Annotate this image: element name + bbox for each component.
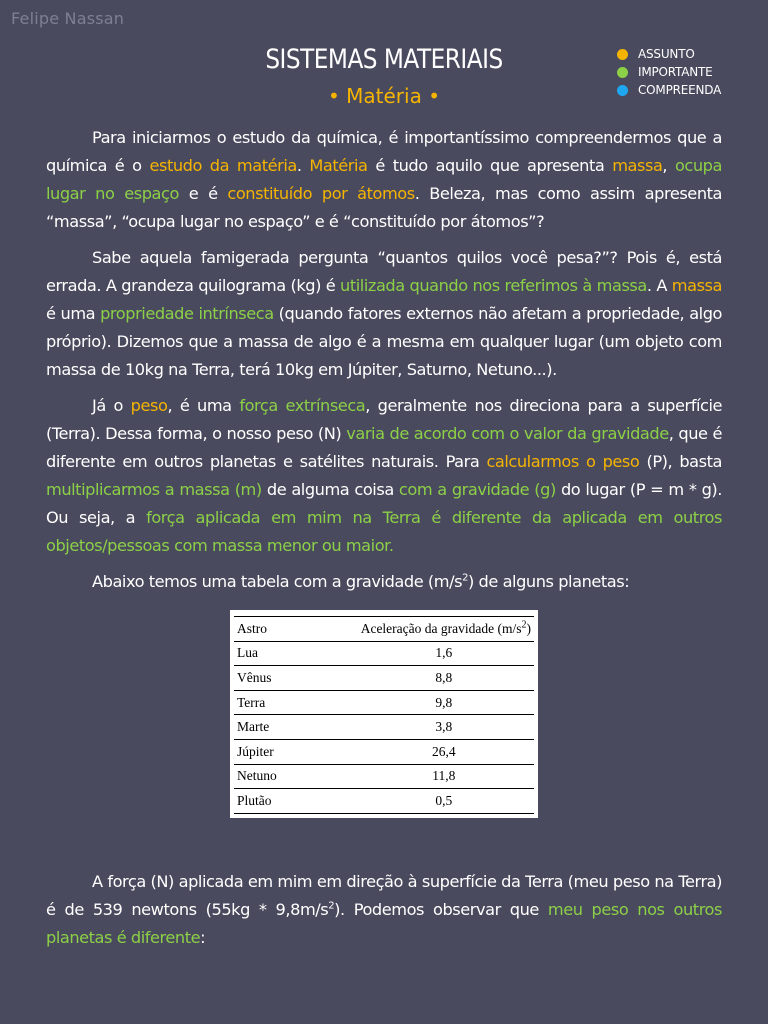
gravity-table: [230, 610, 538, 818]
cell-astro: Marte: [234, 715, 297, 740]
legend-dot-green: [617, 67, 628, 78]
highlight-importante: ocupa lugar no espaço: [46, 156, 722, 203]
legend-dot-blue: [617, 85, 628, 96]
text: é tudo aquilo que apresenta: [367, 156, 613, 175]
text: Sabe aquela famigerada pergunta “quantos quilos você pesa?”? Pois é, está errada. A grandeza quilograma (kg) é: [46, 248, 722, 295]
highlight-importante: meu peso nos outros planetas é diferente: [46, 900, 722, 947]
text: é uma: [46, 304, 101, 323]
text: ) de alguns planetas:: [468, 572, 630, 591]
header-text: ): [526, 620, 531, 636]
table-row: [234, 715, 534, 740]
highlight-importante: utilizada quando nos referimos à massa: [340, 276, 647, 295]
legend-label: IMPORTANTE: [638, 65, 713, 79]
table-row: [234, 739, 534, 764]
cell-astro: Júpiter: [234, 739, 297, 764]
paragraph-4: [46, 568, 722, 596]
cell-astro: Plutão: [234, 789, 297, 814]
text: Para iniciarmos o estudo da química, é importantíssimo compreendermos que a química é o: [46, 128, 722, 175]
cell-astro: Terra: [234, 690, 297, 715]
cell-astro: Netuno: [234, 764, 297, 789]
text: Abaixo temos uma tabela com a gravidade (m/s: [92, 572, 463, 591]
page-title: SISTEMAS MATERIAIS: [265, 44, 503, 75]
text: , que é diferente em outros planetas e satélites naturais. Para: [46, 424, 722, 471]
cell-value: 3,8: [297, 715, 534, 740]
superscript: 2: [521, 619, 527, 631]
text: .: [296, 156, 310, 175]
author-name: Felipe Nassan: [11, 9, 125, 28]
text: , geralmente nos direciona para a superfície (Terra). Dessa forma, o nosso peso (N): [46, 396, 723, 443]
table-header-gravity: [297, 617, 534, 642]
cell-astro: Lua: [234, 641, 297, 666]
highlight-assunto: peso: [130, 396, 168, 415]
paragraph-2: [46, 244, 722, 384]
text: . Beleza, mas como assim apresenta “massa”, “ocupa lugar no espaço” e é “constituído por átomos”?: [46, 184, 722, 231]
table-header-astro: Astro: [234, 617, 297, 642]
legend-dot-yellow: [617, 49, 628, 60]
paragraph-1: [46, 124, 722, 236]
text: Já o: [92, 396, 131, 415]
table-row: [234, 641, 534, 666]
text: (quando fatores externos não afetam a propriedade, algo próprio). Dizemos que a massa de algo é a mesma em qualquer lugar (um objeto com massa de 10kg na Terra, terá 10kg em Júpiter, Saturno, Netuno...).: [46, 304, 722, 379]
cell-value: 11,8: [297, 764, 534, 789]
paragraph-5: [46, 868, 722, 952]
page-subtitle: • Matéria •: [327, 84, 440, 108]
highlight-importante: força aplicada em mim na Terra é diferente da aplicada em outros objetos/pessoas com massa menor ou maior.: [46, 508, 722, 555]
text: do lugar (P = m * g). Ou seja, a: [46, 480, 722, 527]
legend-label: COMPREENDA: [638, 83, 722, 97]
text: . A: [646, 276, 672, 295]
highlight-assunto: massa: [612, 156, 663, 175]
highlight-importante: força extrínseca: [239, 396, 366, 415]
superscript: 2: [462, 572, 468, 584]
highlight-assunto: calcularmos o peso: [486, 452, 640, 471]
cell-value: 1,6: [297, 641, 534, 666]
header-text: Aceleração da gravidade (m/s: [360, 620, 522, 636]
color-legend: [617, 45, 721, 99]
text: , é uma: [167, 396, 240, 415]
legend-item-assunto: [617, 45, 721, 63]
highlight-assunto: constituído por átomos: [227, 184, 415, 203]
text: (P), basta: [639, 452, 722, 471]
table-row: [234, 789, 534, 814]
cell-value: 26,4: [297, 739, 534, 764]
table-row: [234, 666, 534, 691]
legend-item-compreenda: [617, 81, 721, 99]
cell-value: 0,5: [297, 789, 534, 814]
text: e é: [178, 184, 228, 203]
text: de alguma coisa: [261, 480, 399, 499]
text: ,: [662, 156, 675, 175]
paragraph-3: [46, 392, 722, 560]
table-row: [234, 764, 534, 789]
highlight-importante: multiplicarmos a massa (m): [46, 480, 262, 499]
legend-item-importante: [617, 63, 721, 81]
closing-content: [46, 868, 722, 952]
highlight-importante: varia de acordo com o valor da gravidade: [346, 424, 669, 443]
legend-label: ASSUNTO: [638, 47, 695, 61]
highlight-assunto: Matéria: [309, 156, 368, 175]
highlight-importante: propriedade intrínseca: [100, 304, 274, 323]
cell-value: 8,8: [297, 666, 534, 691]
text: A força (N) aplicada em mim em direção à superfície da Terra (meu peso na Terra) é de 539 newtons (55kg * 9,8m/s: [46, 872, 722, 919]
cell-astro: Vênus: [234, 666, 297, 691]
text: ). Podemos observar que: [334, 900, 548, 919]
cell-value: 9,8: [297, 690, 534, 715]
highlight-assunto: massa: [671, 276, 723, 295]
text: :: [200, 928, 206, 947]
superscript: 2: [328, 900, 335, 912]
main-content: [46, 124, 722, 604]
table-row: [234, 690, 534, 715]
highlight-importante: com a gravidade (g): [398, 480, 556, 499]
highlight-assunto: estudo da matéria: [149, 156, 297, 175]
